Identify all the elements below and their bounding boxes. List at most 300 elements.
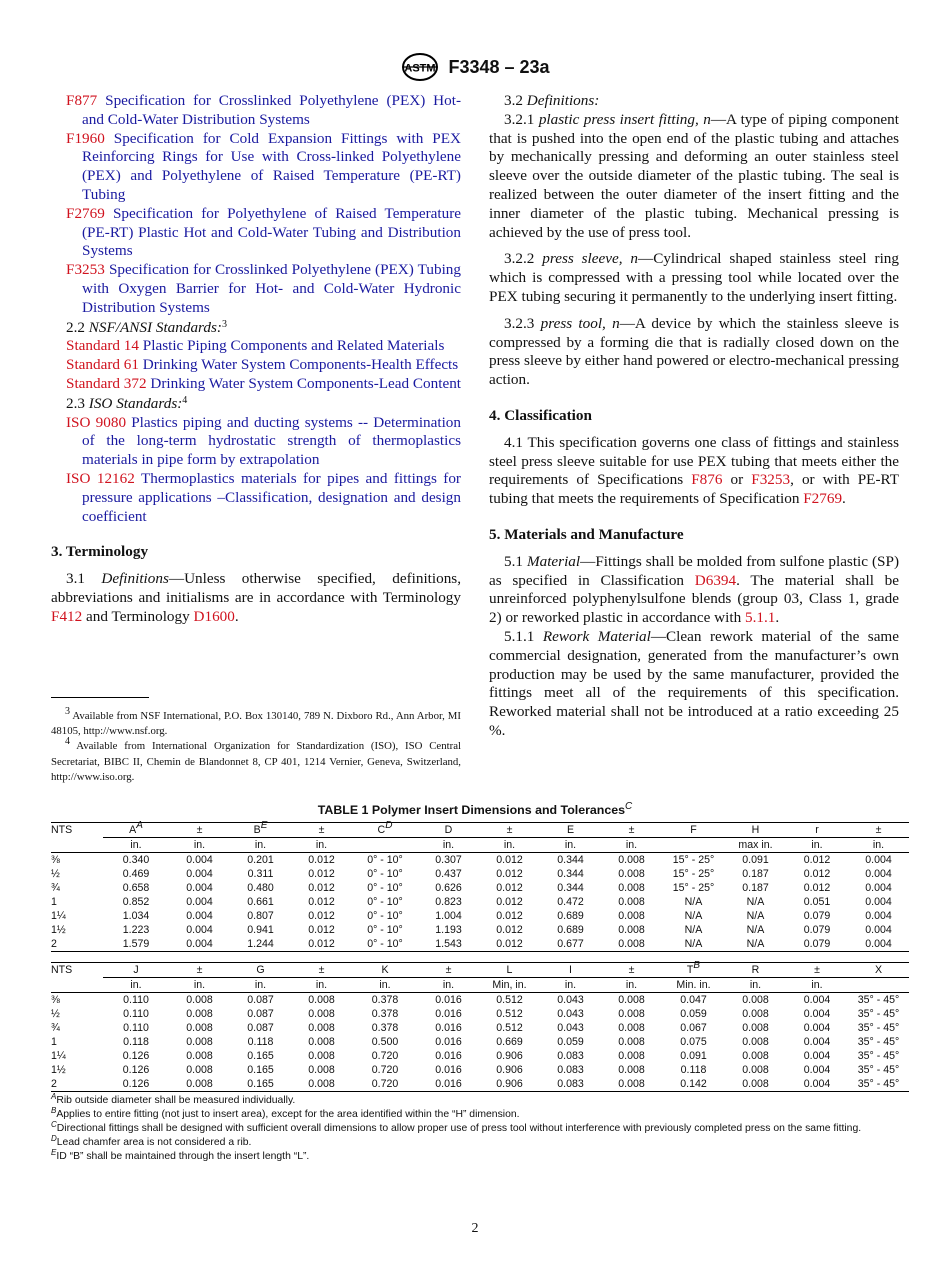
table-cell: 1 — [51, 1036, 57, 1048]
unit-cell: in. — [230, 838, 291, 853]
reference-item — [51, 205, 461, 261]
unit-cell: Min, in. — [479, 978, 540, 993]
table-cell: 0.079 — [803, 924, 831, 936]
reference-id-link[interactable]: F877 — [66, 92, 98, 109]
table-cell: 0.004 — [803, 1036, 831, 1048]
table-cell: 0.012 — [496, 854, 523, 866]
column-header: $C^D$ — [352, 823, 418, 838]
table-cell: ½ — [51, 868, 60, 880]
table-cell: 0.012 — [308, 854, 335, 866]
table-cell: 0.059 — [557, 1036, 584, 1048]
table-cell: 0.165 — [247, 1050, 274, 1062]
table-note: $^D$Lead chamfer area is not considered a rib. — [51, 1134, 252, 1148]
table-cell: 0.004 — [803, 1008, 831, 1020]
footnote-3: $^3$ Available from NSF International, P.O. Box 130140, 789 N. Dixboro Rd., Ann Arbor, MI 48105, http://www.nsf.org. — [51, 706, 461, 738]
table-cell: 0.008 — [308, 1022, 335, 1034]
table-note: $^E$ID “B” shall be maintained through the insert length “L”. — [51, 1148, 310, 1162]
paragraph-3-1: 3.1 Definitions—Unless otherwise specified, definitions, abbreviations and initialisms are in accordance with Terminology F412 and Terminology D1600. — [51, 570, 461, 625]
table-cell: 35° - 45° — [857, 1050, 900, 1062]
reference-item — [51, 337, 461, 356]
table-cell: 1.193 — [435, 924, 462, 936]
table-cell: 0.008 — [169, 1077, 230, 1092]
section-3-title: 3. Terminology — [51, 543, 149, 561]
table-cell: 0.008 — [742, 1050, 769, 1062]
left-column — [51, 92, 461, 635]
table-cell: 0.016 — [435, 1050, 462, 1062]
table-row — [51, 993, 909, 1008]
table-header-row — [51, 823, 909, 838]
table-cell: 0.110 — [123, 1008, 149, 1020]
table-cell: 1.579 — [103, 937, 169, 952]
table-cell: 0.067 — [680, 1022, 707, 1034]
unit-cell: in. — [725, 978, 786, 993]
table-cell: 2 — [51, 1077, 103, 1092]
column-header: ± — [601, 823, 662, 838]
table-cell: 0.012 — [496, 910, 523, 922]
table-cell: 0.008 — [186, 1022, 213, 1034]
link-f412[interactable]: F412 — [51, 607, 83, 625]
table-cell: 0.004 — [865, 910, 892, 922]
reference-title: Specification for Cold Expansion Fittings with PEX Reinforcing Rings for Use with Cross-linked Polyethylene (PEX) and Polyethylene of Raised Temperature (PE-RT) Tubing — [82, 129, 461, 203]
link-5-1-1[interactable]: 5.1.1 — [744, 609, 776, 627]
column-header: ± — [479, 823, 540, 838]
table-note: $^B$Applies to entire fitting (not just to insert area), except for the area identified within the “H” dimension. — [51, 1106, 520, 1120]
link-f2769[interactable]: F2769 — [803, 490, 843, 508]
table-cell: 1¼ — [51, 1050, 66, 1062]
column-header: F — [662, 823, 725, 838]
paragraph-5-1-1: 5.1.1 Rework Material—Clean rework material of the same commercial designation, generated from the manufacturer’s own production may be used by the same manufacturer, provided the fittings meet all of the requirements of this specification. Reworked material shall not be introduced at a ratio exceeding 25 %. — [489, 627, 899, 739]
table-cell: 0.008 — [186, 994, 213, 1006]
table-cell: 0.941 — [247, 924, 274, 936]
table-cell: 0.906 — [479, 1077, 540, 1092]
astm-references — [51, 92, 461, 318]
table-cell: N/A — [746, 924, 765, 936]
subsection-2-3: 2.3 ISO Standards:$^4$ — [66, 394, 188, 412]
table-cell: 0.823 — [435, 896, 462, 908]
table-cell: 35° - 45° — [857, 1022, 900, 1034]
table-cell: 1.034 — [122, 910, 150, 922]
table-cell: 15° - 25° — [672, 882, 715, 894]
unit-cell: in. — [352, 978, 418, 993]
table-cell: 0.012 — [803, 882, 831, 894]
table-cell: 0.008 — [742, 994, 769, 1006]
table-cell: 0.008 — [742, 1022, 769, 1034]
unit-cell: in. — [601, 978, 662, 993]
table-cell: 0.008 — [291, 1077, 352, 1092]
table-row — [51, 1021, 909, 1035]
table-cell: 0.008 — [742, 1008, 769, 1020]
reference-title: Plastics piping and ducting systems -- Determination of the long-term hydrostatic strength of thermoplastics materials in pipe form by extrapolation — [82, 413, 461, 469]
table-cell: N/A — [746, 910, 765, 922]
table-cell: 0.378 — [371, 994, 399, 1006]
table-cell: 0.626 — [435, 882, 462, 894]
table-cell: 0.091 — [680, 1050, 707, 1062]
table-cell: 0.004 — [169, 937, 230, 952]
column-header: ± — [601, 963, 662, 978]
table-cell: 0.807 — [247, 910, 274, 922]
unit-cell: in. — [291, 978, 352, 993]
paragraph-4-1: 4.1 This specification governs one class of fittings and stainless steel press sleeve suitable for use PEX tubing that meets either the requirements of Specifications F876 or F3253, or with PE-RT tubing that meets the requirements of Specification F2769. — [489, 433, 900, 508]
table-cell: 0.008 — [186, 1036, 213, 1048]
table-cell: 0.087 — [247, 1008, 274, 1020]
table-cell: 1.223 — [122, 924, 150, 936]
table-cell: N/A — [725, 937, 786, 952]
table-cell: 0.012 — [308, 882, 335, 894]
table-cell: 0° - 10° — [367, 882, 403, 894]
table-row — [51, 881, 909, 895]
table-cell: 0.012 — [496, 868, 523, 880]
column-header: ± — [291, 963, 352, 978]
table-cell: 0.016 — [435, 1036, 462, 1048]
table-cell: 0.340 — [122, 854, 150, 866]
table-cell: 0.689 — [557, 924, 584, 936]
table-cell: 0.012 — [496, 882, 523, 894]
column-header: ± — [786, 963, 848, 978]
unit-cell: in. — [540, 838, 601, 853]
reference-item — [51, 414, 461, 470]
link-f3253[interactable]: F3253 — [751, 471, 791, 489]
table-cell: 0.016 — [435, 1022, 462, 1034]
reference-id-link[interactable]: F2769 — [66, 204, 105, 222]
table-row — [51, 1035, 909, 1049]
table-cell: 0.016 — [418, 1077, 479, 1092]
table-cell: 0.008 — [618, 910, 645, 922]
table-cell: 0.110 — [123, 994, 149, 1006]
table-cell: 0.512 — [496, 994, 523, 1006]
table-cell: 0.079 — [803, 910, 831, 922]
table-header-row — [51, 963, 909, 978]
column-header: G — [230, 963, 291, 978]
table-row — [51, 1063, 909, 1077]
paragraph-3-2-3: 3.2.3 press tool, n—A device by which the stainless sleeve is compressed by a forming die that is radially closed down on the press sleeve by either hand powered or electro-mechanical pressing action. — [489, 314, 899, 389]
table-cell: 0.720 — [352, 1077, 418, 1092]
table-row — [51, 1077, 909, 1092]
unit-cell: in. — [848, 838, 909, 853]
table-cell: 0.008 — [186, 1064, 213, 1076]
table-cell: 0.004 — [186, 924, 213, 936]
column-header: $B^E$ — [230, 823, 291, 838]
dimensions-table-part-2 — [51, 962, 909, 1092]
table-cell: 0.004 — [803, 1050, 831, 1062]
table-cell: 0° - 10° — [367, 854, 403, 866]
column-header: ± — [848, 823, 909, 838]
reference-id-link[interactable]: Standard 14 — [66, 337, 139, 355]
table-cell: 0.437 — [435, 868, 462, 880]
table-cell: 0.311 — [247, 868, 274, 880]
table-cell: 0° - 10° — [367, 910, 403, 922]
table-cell: 0.669 — [496, 1036, 523, 1048]
table-title: TABLE 1 Polymer Insert Dimensions and Tolerances$^C$ — [317, 801, 633, 817]
nsf-references — [51, 337, 461, 393]
table-cell: 0.118 — [123, 1036, 149, 1048]
table-cell: 0.012 — [308, 910, 335, 922]
table-cell: 2 — [51, 937, 103, 952]
column-header: $A^A$ — [103, 823, 169, 838]
table-cell: 0.004 — [865, 924, 892, 936]
table-cell: 1½ — [51, 924, 66, 936]
table-cell: 0.008 — [601, 937, 662, 952]
reference-id-link[interactable]: F3253 — [66, 261, 105, 279]
column-header: ± — [169, 823, 230, 838]
link-d6394[interactable]: D6394 — [694, 571, 737, 589]
section-5-title: 5. Materials and Manufacture — [489, 525, 684, 543]
unit-cell — [352, 838, 418, 853]
table-cell: 0.008 — [308, 994, 335, 1006]
table-cell: 0.201 — [247, 854, 274, 866]
unit-cell: in. — [103, 838, 169, 853]
table-cell: 0.043 — [557, 1022, 584, 1034]
unit-cell: in. — [786, 978, 848, 993]
table-cell: 0.126 — [103, 1077, 169, 1092]
table-cell: 0.004 — [865, 854, 892, 866]
table-cell: 0.187 — [742, 882, 769, 894]
unit-cell: in. — [169, 978, 230, 993]
table-cell: 0.043 — [557, 994, 584, 1006]
table-row — [51, 895, 909, 909]
column-header: L — [479, 963, 540, 978]
reference-item — [51, 92, 461, 130]
table-cell: 35° - 45° — [848, 1077, 909, 1092]
table-row — [51, 937, 909, 952]
table-cell: 0.658 — [122, 882, 150, 894]
column-header: ± — [169, 963, 230, 978]
table-cell: 0.004 — [186, 868, 213, 880]
reference-id-link[interactable]: Standard 61 — [66, 356, 139, 374]
table-cell: 0.008 — [618, 924, 645, 936]
table-cell: 0.012 — [291, 937, 352, 952]
table-cell: 0.008 — [725, 1077, 786, 1092]
reference-title: Specification for Polyethylene of Raised Temperature (PE-RT) Plastic Hot and Cold-Water Tubing and Distribution Systems — [82, 204, 461, 260]
subsection-3-2: 3.2 Definitions: — [504, 92, 600, 109]
table-cell: 1½ — [51, 1064, 66, 1076]
unit-cell: max in. — [725, 838, 786, 853]
table-cell: 0.378 — [371, 1022, 399, 1034]
table-cell: 0.906 — [496, 1050, 523, 1062]
footnote-4: $^4$ Available from International Organization for Standardization (ISO), ISO Central Secretariat, BIBC II, Chemin de Blandonnet 8, CP 401, 1214 Vernier, Geneva, Switzerland, http://www.iso.org. — [51, 736, 461, 783]
table-cell: 0.016 — [435, 1008, 462, 1020]
reference-id-link[interactable]: Standard 372 — [66, 374, 147, 392]
reference-title: Specification for Crosslinked Polyethylene (PEX) Tubing with Oxygen Barrier for Hot- and Cold-Water Hydronic Distribution Systems — [82, 261, 461, 316]
reference-item — [51, 130, 461, 205]
table-cell: 0.012 — [308, 924, 335, 936]
table-cell: 0° - 10° — [367, 868, 403, 880]
column-header: H — [725, 823, 786, 838]
table-cell: 0.008 — [742, 1036, 769, 1048]
column-header: K — [352, 963, 418, 978]
table-cell: 0.004 — [803, 994, 831, 1006]
table-cell: 0.500 — [371, 1036, 399, 1048]
unit-cell: Min. in. — [662, 978, 725, 993]
table-cell: 0.008 — [308, 1036, 335, 1048]
unit-cell: in. — [103, 978, 169, 993]
table-cell: 0.110 — [123, 1022, 149, 1034]
page-number: 2 — [471, 1221, 479, 1236]
reference-item — [51, 375, 461, 394]
table-cell: 0.720 — [371, 1050, 399, 1062]
table-cell: 0.012 — [308, 896, 335, 908]
table-cell: 0.004 — [865, 882, 892, 894]
footnote-divider — [51, 697, 149, 698]
subsection-2-2: 2.2 NSF/ANSI Standards:$^3$ — [66, 318, 227, 336]
section-4-title: 4. Classification — [489, 406, 592, 424]
table-cell: 0.307 — [435, 854, 462, 866]
table-cell: 0.012 — [496, 924, 523, 936]
table-cell: 1.004 — [435, 910, 462, 922]
table-cell: 0.087 — [247, 1022, 274, 1034]
dimensions-table-part-1 — [51, 822, 909, 952]
column-header: r — [786, 823, 848, 838]
column-header: NTS — [51, 823, 103, 838]
table-units-row — [51, 838, 909, 853]
column-header: E — [540, 823, 601, 838]
table-cell: 15° - 25° — [672, 854, 715, 866]
table-cell: 0.344 — [557, 854, 584, 866]
footnotes — [51, 706, 461, 785]
table-cell: 0.043 — [557, 1008, 584, 1020]
right-column — [489, 92, 899, 749]
table-cell: 15° - 25° — [672, 868, 715, 880]
page-header — [0, 52, 950, 82]
table-cell: 0.187 — [742, 868, 769, 880]
table-cell: 0.047 — [680, 994, 707, 1006]
table-cell: 0.008 — [618, 994, 645, 1006]
table-cell: 0.004 — [786, 1077, 848, 1092]
reference-title: Drinking Water System Components-Lead Content — [150, 374, 462, 392]
table-cell: 0.677 — [540, 937, 601, 952]
column-header: X — [848, 963, 909, 978]
reference-title: Drinking Water System Components-Health Effects — [142, 356, 459, 374]
table-cell: N/A — [662, 937, 725, 952]
table-cell: 0.004 — [865, 868, 892, 880]
reference-title: Plastic Piping Components and Related Materials — [142, 337, 445, 355]
unit-cell — [662, 838, 725, 853]
table-cell: N/A — [684, 896, 703, 908]
table-cell: 0.165 — [247, 1064, 274, 1076]
table-cell: 0.008 — [618, 882, 645, 894]
table-cell: 35° - 45° — [857, 1036, 900, 1048]
table-cell: 0.008 — [186, 1050, 213, 1062]
table-cell: 0.016 — [435, 994, 462, 1006]
table-cell: 1.244 — [230, 937, 291, 952]
table-cell: 0.008 — [186, 1008, 213, 1020]
table-cell: 0.008 — [618, 896, 645, 908]
table-cell: 0.008 — [618, 854, 645, 866]
table-cell: 0.008 — [618, 1050, 645, 1062]
table-cell: 0.091 — [742, 854, 769, 866]
column-header: ± — [418, 963, 479, 978]
unit-cell — [848, 978, 909, 993]
table-cell: N/A — [684, 924, 703, 936]
table-cell: ⅜ — [51, 854, 60, 866]
table-cell: 0.344 — [557, 868, 584, 880]
table-cell: N/A — [746, 896, 765, 908]
unit-cell: in. — [601, 838, 662, 853]
table-cell: 1¼ — [51, 910, 66, 922]
table-row — [51, 1049, 909, 1063]
table-cell: 0.008 — [308, 1050, 335, 1062]
reference-item — [51, 470, 461, 526]
column-header: R — [725, 963, 786, 978]
table-row — [51, 867, 909, 881]
unit-cell: in. — [418, 978, 479, 993]
table-row — [51, 1007, 909, 1021]
column-header: I — [540, 963, 601, 978]
table-cell: 0.083 — [540, 1077, 601, 1092]
table-cell: 0.469 — [122, 868, 150, 880]
link-d1600[interactable]: D1600 — [193, 607, 235, 625]
table-cell: N/A — [684, 910, 703, 922]
reference-id-link[interactable]: ISO 12162 — [66, 469, 135, 487]
table-units-row — [51, 978, 909, 993]
table-cell: 0.661 — [247, 896, 274, 908]
table-cell: 0.008 — [618, 868, 645, 880]
table-cell: 0.051 — [803, 896, 831, 908]
unit-cell: in. — [291, 838, 352, 853]
table-cell: 1.543 — [418, 937, 479, 952]
designation: F3348 – 23a — [448, 56, 550, 77]
table-cell: ⅜ — [51, 994, 60, 1006]
table-cell: 0.906 — [496, 1064, 523, 1076]
table-cell: 0.480 — [247, 882, 274, 894]
table-cell: 0.059 — [680, 1008, 707, 1020]
unit-cell: in. — [169, 838, 230, 853]
table-cell: 0.083 — [557, 1064, 584, 1076]
table-cell: 0.472 — [557, 896, 584, 908]
table-cell: 0.008 — [308, 1008, 335, 1020]
table-cell: 0.012 — [479, 937, 540, 952]
reference-title: Specification for Crosslinked Polyethylene (PEX) Hot- and Cold-Water Distribution Systems — [82, 92, 462, 128]
table-row — [51, 923, 909, 937]
table-cell: 0.004 — [186, 896, 213, 908]
paragraph-3-2-1: 3.2.1 plastic press insert fitting, n—A type of piping component that is pushed into the open end of the plastic tubing and attaches by mechanically pressing and deforming an outer stainless steel sleeve over the outside diameter of the plastic tubing. The seal is realized between the outer diameter of the insert fitting and the inner diameter of the plastic tubing. Mechanical pressing is achieved by the use of press tool. — [489, 110, 899, 241]
table-cell: 0.008 — [618, 1022, 645, 1034]
table-cell: 0.083 — [557, 1050, 584, 1062]
table-cell: 0.079 — [786, 937, 848, 952]
table-cell: 0.165 — [230, 1077, 291, 1092]
unit-cell: in. — [479, 838, 540, 853]
unit-cell: in. — [540, 978, 601, 993]
table-cell: 0.075 — [680, 1036, 707, 1048]
table-note: $^C$Directional fittings shall be designed with sufficient overall dimensions to allow proper use of press tool without interference with previously completed press on the same fitting. — [51, 1120, 862, 1134]
table-cell: 0.008 — [742, 1064, 769, 1076]
reference-id-link[interactable]: F1960 — [66, 129, 105, 147]
table-cell: 0.118 — [247, 1036, 274, 1048]
table-cell: 0.118 — [680, 1064, 707, 1076]
link-f876[interactable]: F876 — [691, 471, 723, 489]
table-cell: 0.012 — [308, 868, 335, 880]
iso-references — [51, 414, 461, 527]
table-cell: 0° - 10° — [352, 937, 418, 952]
table-cell: 0.012 — [803, 854, 831, 866]
table-cell: 0.852 — [122, 896, 150, 908]
unit-cell: in. — [418, 838, 479, 853]
table-cell: 0.012 — [496, 896, 523, 908]
table-cell: 0.378 — [371, 1008, 399, 1020]
table-cell: 0.689 — [557, 910, 584, 922]
table-cell: 0° - 10° — [367, 924, 403, 936]
unit-cell — [51, 978, 103, 993]
table-cell: 0.008 — [618, 1064, 645, 1076]
column-header: $T^B$ — [662, 963, 725, 978]
unit-cell: in. — [786, 838, 848, 853]
table-cell: 0.004 — [848, 937, 909, 952]
table-cell: 35° - 45° — [857, 1008, 900, 1020]
table-cell: 0.008 — [618, 1036, 645, 1048]
table-cell: 0.004 — [803, 1022, 831, 1034]
table-cell: 0.720 — [371, 1064, 399, 1076]
reference-id-link[interactable]: ISO 9080 — [66, 413, 127, 431]
reference-title: Thermoplastics materials for pipes and fittings for pressure applications –Classification, designation and design coefficient — [82, 469, 461, 525]
